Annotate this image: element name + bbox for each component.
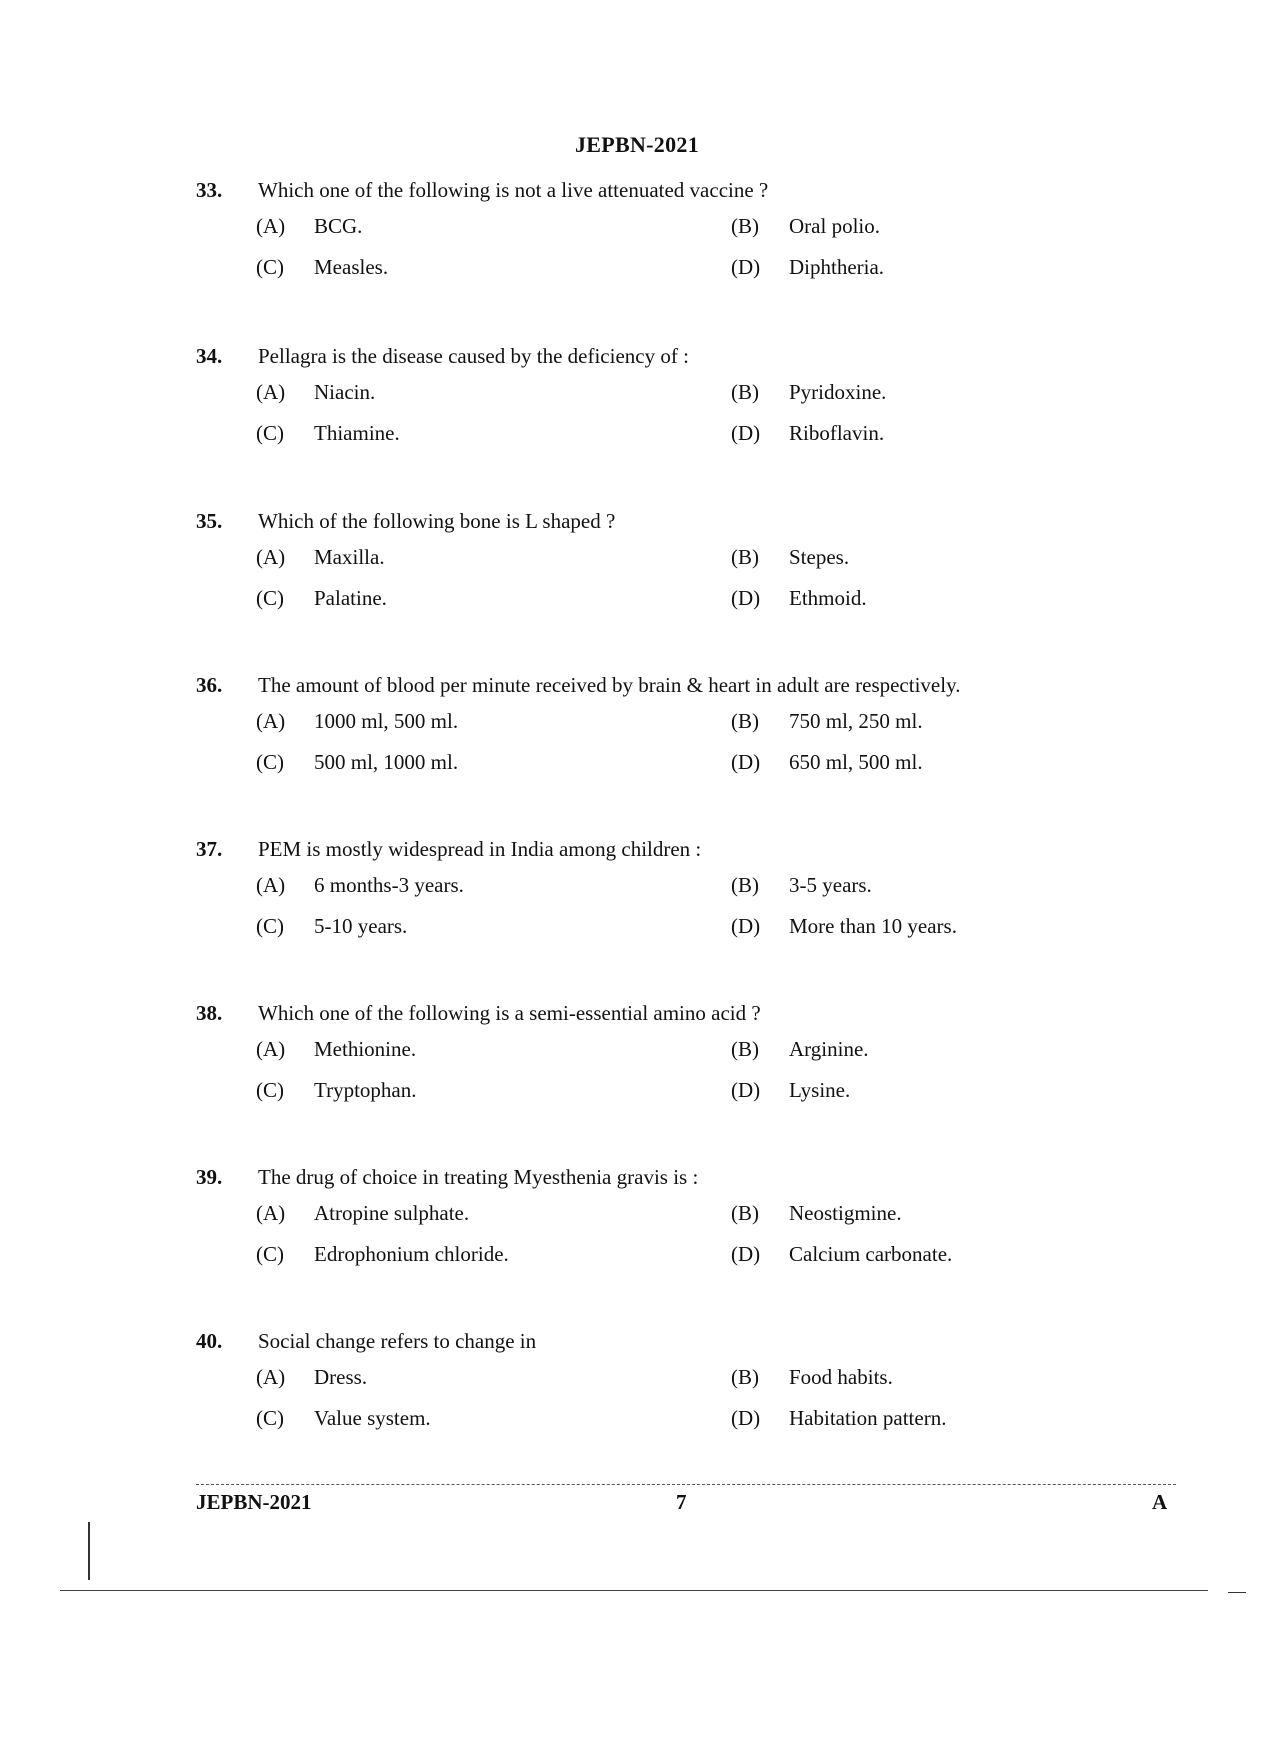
option-text: Maxilla.: [314, 545, 385, 569]
option-c: [256, 1070, 417, 1111]
option-letter: (A): [256, 1365, 286, 1389]
option-letter: (D): [731, 1406, 761, 1430]
option-letter: (A): [256, 1201, 286, 1225]
option-text: Oral polio.: [789, 214, 880, 238]
question-number: 38.: [196, 1001, 223, 1025]
question-40: [196, 1325, 1096, 1439]
question-number: 36.: [196, 673, 223, 697]
footer-code: JEPBN-2021: [196, 1490, 312, 1514]
option-letter: (B): [731, 1365, 759, 1389]
option-b: [731, 537, 849, 578]
option-text: 3-5 years.: [789, 873, 872, 897]
question-39: [196, 1161, 1096, 1275]
option-text: Edrophonium chloride.: [314, 1242, 509, 1266]
option-c: [256, 1234, 509, 1275]
option-letter: (C): [256, 750, 284, 774]
option-text: Diphtheria.: [789, 255, 885, 279]
option-b: [731, 865, 872, 906]
question-text: Pellagra is the disease caused by the deficiency of :: [258, 344, 689, 368]
option-text: Niacin.: [314, 380, 376, 404]
option-d: [731, 906, 957, 947]
option-text: Stepes.: [789, 545, 850, 569]
option-b: [731, 1029, 869, 1070]
option-text: Ethmoid.: [789, 586, 867, 610]
option-letter: (C): [256, 1406, 284, 1430]
option-letter: (D): [731, 255, 761, 279]
option-letter: (B): [731, 380, 759, 404]
option-letter: (C): [256, 1242, 284, 1266]
question-number: 33.: [196, 178, 223, 202]
question-text: The drug of choice in treating Myesthenia gravis is :: [258, 1165, 699, 1189]
option-text: Methionine.: [314, 1037, 417, 1061]
option-letter: (A): [256, 1037, 286, 1061]
page-header-title: JEPBN-2021: [575, 132, 699, 157]
option-d: [731, 413, 884, 454]
option-text: 1000 ml, 500 ml.: [314, 709, 459, 733]
option-d: [731, 1398, 946, 1439]
option-a: [256, 537, 385, 578]
option-text: 6 months-3 years.: [314, 873, 464, 897]
option-text: Value system.: [314, 1406, 431, 1430]
option-letter: (B): [731, 214, 759, 238]
question-38: [196, 997, 1096, 1111]
option-a: [256, 372, 375, 413]
option-text: More than 10 years.: [789, 914, 957, 938]
option-text: Measles.: [314, 255, 389, 279]
series-label: A: [1152, 1490, 1168, 1514]
option-a: [256, 1193, 469, 1234]
option-letter: (B): [731, 1201, 759, 1225]
option-text: 650 ml, 500 ml.: [789, 750, 923, 774]
option-letter: (D): [731, 586, 761, 610]
question-number: 35.: [196, 509, 223, 533]
scan-edge-dash: [1228, 1592, 1246, 1593]
option-letter: (B): [731, 545, 759, 569]
question-33: [196, 174, 1096, 288]
question-text: Which one of the following is a semi-essential amino acid ?: [258, 1001, 761, 1025]
option-d: [731, 1070, 850, 1111]
question-text: PEM is mostly widespread in India among children :: [258, 837, 702, 861]
option-text: Food habits.: [789, 1365, 893, 1389]
option-text: Arginine.: [789, 1037, 869, 1061]
question-text: Which one of the following is not a live attenuated vaccine ?: [258, 178, 769, 202]
option-letter: (D): [731, 914, 761, 938]
option-b: [731, 701, 923, 742]
option-d: [731, 742, 923, 783]
option-text: Riboflavin.: [789, 421, 885, 445]
option-text: Palatine.: [314, 586, 387, 610]
option-c: [256, 247, 388, 288]
option-a: [256, 865, 464, 906]
scan-margin-mark: [88, 1522, 90, 1580]
footer-divider: [196, 1484, 1176, 1485]
option-text: Atropine sulphate.: [314, 1201, 470, 1225]
option-text: Lysine.: [789, 1078, 851, 1102]
option-letter: (A): [256, 545, 286, 569]
option-d: [731, 578, 867, 619]
option-text: BCG.: [314, 214, 363, 238]
option-a: [256, 1357, 367, 1398]
option-d: [731, 247, 884, 288]
option-text: Dress.: [314, 1365, 368, 1389]
option-text: Neostigmine.: [789, 1201, 902, 1225]
option-c: [256, 742, 458, 783]
option-letter: (C): [256, 255, 284, 279]
option-letter: (C): [256, 1078, 284, 1102]
option-text: 750 ml, 250 ml.: [789, 709, 923, 733]
option-text: Habitation pattern.: [789, 1406, 947, 1430]
option-letter: (D): [731, 1078, 761, 1102]
option-letter: (C): [256, 421, 284, 445]
option-c: [256, 1398, 431, 1439]
option-b: [731, 372, 886, 413]
option-a: [256, 206, 362, 247]
question-35: [196, 505, 1096, 619]
option-text: Calcium carbonate.: [789, 1242, 953, 1266]
option-letter: (B): [731, 873, 759, 897]
question-text: The amount of blood per minute received by brain & heart in adult are respectively.: [258, 673, 961, 697]
question-text: Which of the following bone is L shaped ?: [258, 509, 616, 533]
option-text: Thiamine.: [314, 421, 400, 445]
question-text: Social change refers to change in: [258, 1329, 537, 1353]
option-text: 500 ml, 1000 ml.: [314, 750, 459, 774]
page-number: 7: [676, 1490, 687, 1514]
option-letter: (B): [731, 709, 759, 733]
option-b: [731, 206, 880, 247]
question-number: 34.: [196, 344, 223, 368]
option-letter: (C): [256, 586, 284, 610]
option-b: [731, 1357, 893, 1398]
option-letter: (B): [731, 1037, 759, 1061]
option-letter: (D): [731, 1242, 761, 1266]
question-37: [196, 833, 1096, 947]
option-c: [256, 413, 400, 454]
question-number: 40.: [196, 1329, 223, 1353]
option-text: Tryptophan.: [314, 1078, 417, 1102]
option-letter: (A): [256, 380, 286, 404]
question-number: 37.: [196, 837, 223, 861]
option-c: [256, 906, 407, 947]
question-34: [196, 340, 1096, 454]
option-a: [256, 1029, 416, 1070]
option-letter: (C): [256, 914, 284, 938]
option-text: Pyridoxine.: [789, 380, 887, 404]
option-letter: (D): [731, 421, 761, 445]
option-letter: (D): [731, 750, 761, 774]
option-text: 5-10 years.: [314, 914, 408, 938]
question-number: 39.: [196, 1165, 223, 1189]
option-b: [731, 1193, 902, 1234]
option-a: [256, 701, 458, 742]
option-letter: (A): [256, 873, 286, 897]
question-36: [196, 669, 1096, 783]
scan-edge-line: [60, 1590, 1208, 1591]
option-d: [731, 1234, 952, 1275]
option-letter: (A): [256, 709, 286, 733]
option-c: [256, 578, 387, 619]
option-letter: (A): [256, 214, 286, 238]
